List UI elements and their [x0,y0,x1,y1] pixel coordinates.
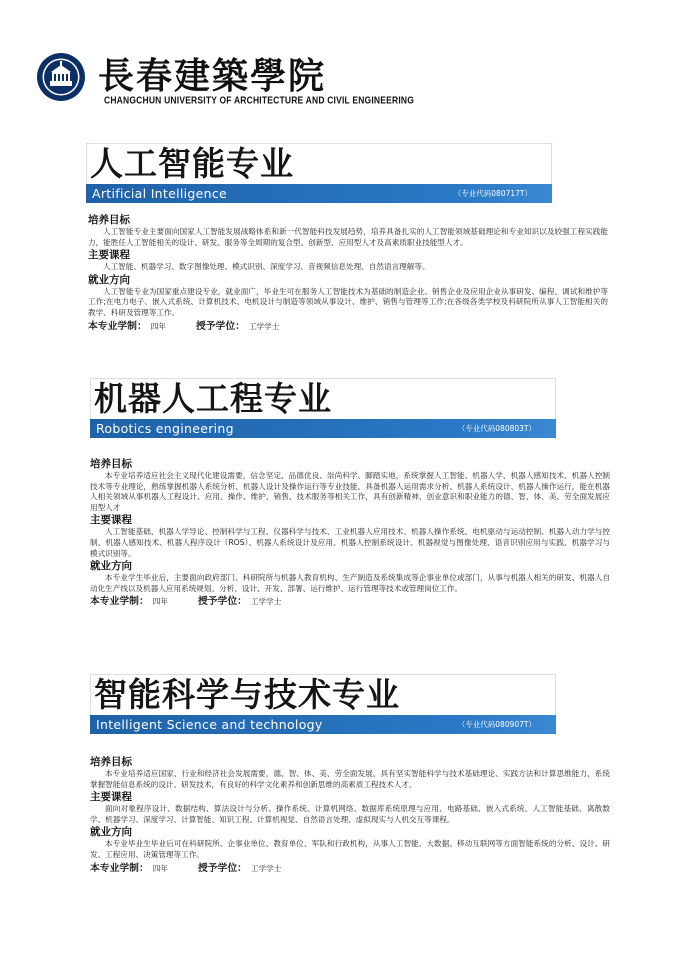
career-heading: 就业方向 [90,560,132,573]
major-title-en: Robotics engineering [96,421,234,436]
duration-value: 四年 [150,321,166,331]
courses-text: 面向对象程序设计、数据结构、算法设计与分析、操作系统、计算机网络、数据库系统原理与应用、电路基础、嵌入式系统、人工智能基础、离散数学、机器学习、深度学习、计算智能、知识工程、计算机视觉、自然语言处理、虚拟现实与人机交互等课程。 [90,804,610,824]
major-section-intelligent-science [90,756,610,875]
major-title-en: Intelligent Science and technology [96,717,323,732]
goal-heading: 培养目标 [88,214,130,226]
degree-label: 授予学位： [197,596,247,608]
duration-label: 本专业学制： [90,862,149,874]
courses-heading: 主要课程 [90,791,132,804]
duration-label: 本专业学制： [90,596,149,608]
major-title-strip [90,715,556,734]
major-meta [90,862,610,875]
university-name-en: CHANGCHUN UNIVERSITY OF ARCHITECTURE AND CIVIL ENGINEERING [104,94,415,106]
major-meta [88,320,608,333]
university-header [36,44,415,110]
career-text: 本专业学生毕业后，主要面向政府部门、科研院所与机器人教育机构、生产制造及系统集成等企事业单位或部门，从事与机器人相关的研发、机器人自动化生产线以及机器人应用系统规划、分析、设计、开发、部署、运行维护、运行管理等技术或管理岗位工作。 [90,573,610,593]
university-seal-icon [36,52,86,102]
career-text: 人工智能专业为国家重点建设专业，就业面广，毕业生可在服务人工智能技术为基础的制造企业、销售企业及应用企业从事研发、编程、调试和维护等工作;在电力电子、嵌入式系统、计算机技术、电机设计与制造等领域从事设计、维护、销售与管理等工作;在各级各类学校及科研院所从事人工智能相关的教学、科研及管理等工作。 [88,286,608,317]
major-title-strip [90,419,556,438]
courses-text: 人工智能、机器学习、数字图像处理、模式识别、深度学习、音视频信息处理、自然语言理解等。 [103,262,430,272]
major-title-cn: 机器人工程专业 [94,379,332,418]
degree-value: 工学学士 [250,597,282,607]
university-name-cn: 長春建築學院 [98,55,327,97]
goal-text: 本专业培养适应社会主义现代化建设需要，信念坚定、品德优良、崇尚科学、脚踏实地，系统掌握人工智能、机器人学、机器人感知技术、机器人控制技术等专业理论，熟练掌握机器人系统分析、机器人设计及操作运行等专业技能，具备机器人运用需求分析、机器人系统设计、机器人操作运行，能在机器人相关领域从事机器人工程设计、应用、操作、维护、销售、技术服务等相关工作，具有创新精神、创业意识和职业能力的德、智、体、美、劳全面发展应用型人才 [90,471,610,512]
major-title-cn: 智能科学与技术专业 [94,675,400,714]
goal-text: 本专业培养适应国家、行业和经济社会发展需要，德、智、体、美、劳全面发展，具有坚实智能科学与技术基础理论、实践方法和计算思维能力，系统掌握智能信息系统的设计、研发技术，有良好的科学文化素养和创新思维的高素质工程技术人才。 [90,769,610,789]
major-banner-ai [86,143,552,203]
major-code: （专业代码080803T） [457,424,536,433]
major-code: （专业代码080907T） [457,720,536,729]
goal-heading: 培养目标 [90,458,132,470]
major-title-strip [86,184,552,203]
courses-text: 人工智能基础、机器人学导论、控制科学与工程、仪器科学与技术、工业机器人应用技术、机器人操作系统、电机驱动与运动控制、机器人动力学与控制、机器人感知技术、机器人程序设计（ROS）、机器人系统设计及应用、机器人控制系统设计、机器视觉与图像处理、语音识别应用与实践、机器学习与模式识别等。 [90,527,610,558]
major-banner-robotics [90,378,556,438]
courses-heading: 主要课程 [90,514,132,527]
degree-label: 授予学位： [197,862,247,874]
major-section-robotics [90,458,610,608]
career-heading: 就业方向 [90,826,132,839]
duration-label: 本专业学制： [88,320,147,332]
major-banner-intelligent-science [90,674,556,734]
major-title-cn: 人工智能专业 [90,144,294,183]
career-heading: 就业方向 [88,273,130,286]
courses-heading: 主要课程 [88,249,130,262]
career-text: 本专业毕业生毕业后可在科研院所、企事业单位、教育单位、军队和行政机构，从事人工智能、大数据、移动互联网等方面智能系统的分析、设计、研发、工程应用、决策管理等工作。 [90,839,610,859]
duration-value: 四年 [152,863,168,873]
degree-value: 工学学士 [250,863,282,873]
major-code: （专业代码080717T） [453,189,532,198]
degree-label: 授予学位： [195,320,245,332]
major-section-ai [88,214,608,333]
goal-heading: 培养目标 [90,756,132,768]
degree-value: 工学学士 [248,321,280,331]
duration-value: 四年 [152,597,168,607]
major-title-en: Artificial Intelligence [92,186,228,201]
goal-text: 人工智能专业主要面向国家人工智能发展战略体系和新一代智能科技发展趋势，培养具备扎实的人工智能领域基础理论和专业知识以及较强工程实践能力，能胜任人工智能相关的设计、研发、服务等全周期的复合型、创新型、应用型人才及高素质职业技能型人才。 [88,227,608,247]
major-meta [90,595,610,608]
